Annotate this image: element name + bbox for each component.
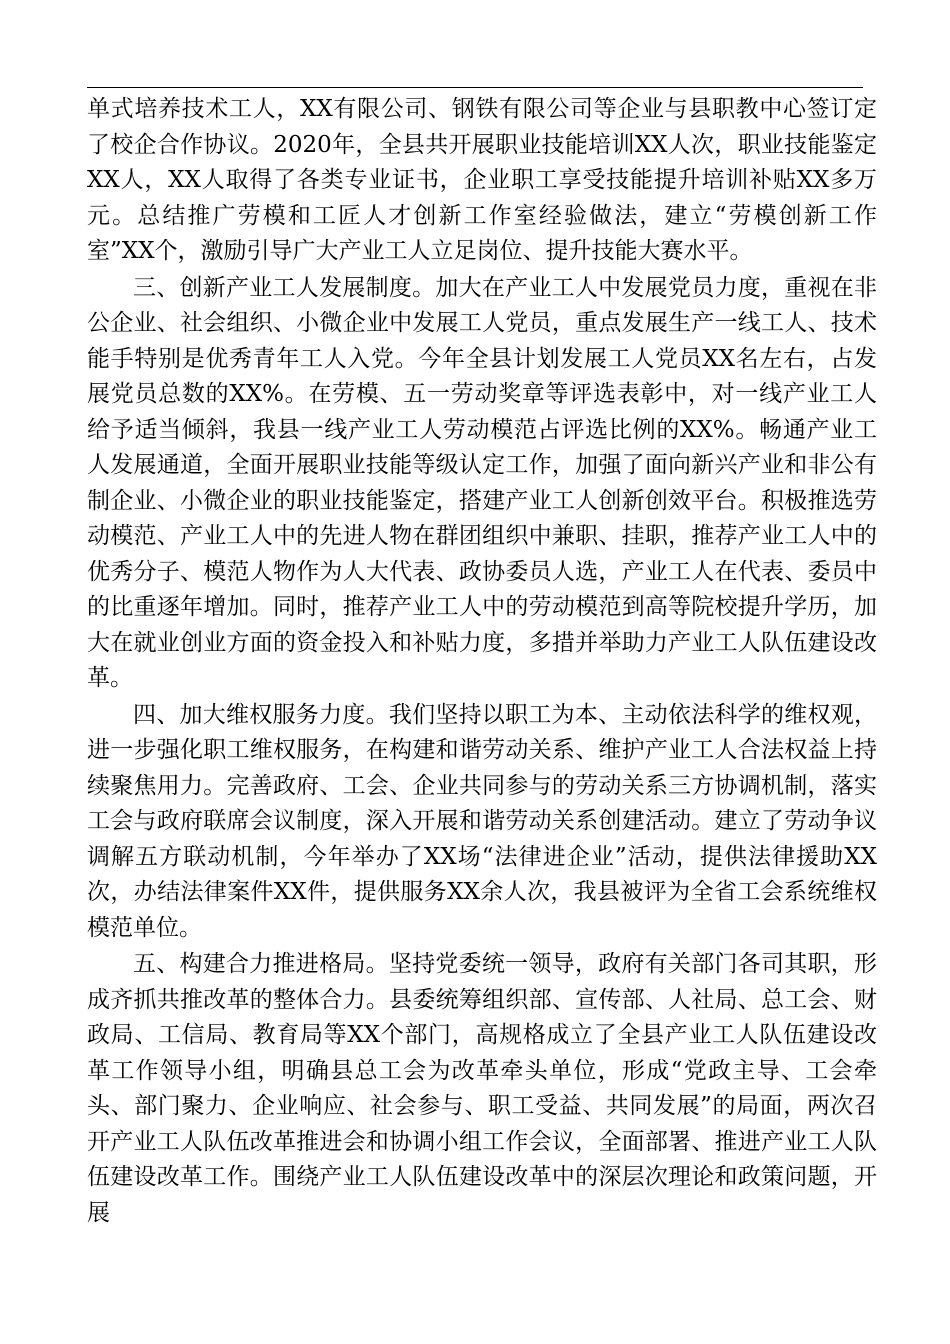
paragraph-section-three: 三、创新产业工人发展制度。加大在产业工人中发展党员力度，重视在非公企业、社会组织、小微企业中发展工人党员，重点发展生产一线工人、技术能手特别是优秀青年工人入党。今年全县计划发展工人党员XX名左右，占发展党员总数的XX%。在劳模、五一劳动奖章等评选表彰中，对一线产业工人给予适当倾斜，我县一线产业工人劳动模范占评选比例的XX%。畅通产业工人发展通道，全面开展职业技能等级认定工作，加强了面向新兴产业和非公有制企业、小微企业的职业技能鉴定，搭建产业工人创新创效平台。积极推选劳动模范、产业工人中的先进人物在群团组织中兼职、挂职，推荐产业工人中的优秀分子、模范人物作为人大代表、政协委员人选，产业工人在代表、委员中的比重逐年增加。同时，推荐产业工人中的劳动模范到高等院校提升学历，加大在就业创业方面的资金投入和补贴力度，多措并举助力产业工人队伍建设改革。 <box>87 274 877 691</box>
header-rule <box>87 87 863 88</box>
paragraph-continuation: 单式培养技术工人，XX有限公司、钢铁有限公司等企业与县职教中心签订定了校企合作协议。2020年，全县共开展职业技能培训XX人次，职业技能鉴定XX人，XX人取得了各类专业证书，企业职工享受技能提升培训补贴XX多万元。总结推广劳模和工匠人才创新工作室经验做法，建立“劳模创新工作室”XX个，激励引导广大产业工人立足岗位、提升技能大赛水平。 <box>87 96 877 264</box>
paragraph-section-four: 四、加大维权服务力度。我们坚持以职工为本、主动依法科学的维权观，进一步强化职工维权服务，在构建和谐劳动关系、维护产业工人合法权益上持续聚焦用力。完善政府、工会、企业共同参与的劳动关系三方协调机制，落实工会与政府联席会议制度，深入开展和谐劳动关系创建活动。建立了劳动争议调解五方联动机制，今年举办了XX场“法律进企业”活动，提供法律援助XX次，办结法律案件XX件，提供服务XX余人次，我县被评为全省工会系统维权模范单位。 <box>87 701 877 941</box>
paragraph-section-five: 五、构建合力推进格局。坚持党委统一领导，政府有关部门各司其职，形成齐抓共推改革的整体合力。县委统筹组织部、宣传部、人社局、总工会、财政局、工信局、教育局等XX个部门，高规格成立了全县产业工人队伍建设改革工作领导小组，明确县总工会为改革牵头单位，形成“党政主导、工会牵头、部门聚力、企业响应、社会参与、职工受益、共同发展”的局面，两次召开产业工人队伍改革推进会和协调小组工作会议，全面部署、推进产业工人队伍建设改革工作。围绕产业工人队伍建设改革中的深层次理论和政策问题，开展 <box>87 951 877 1226</box>
document-body <box>87 92 877 1231</box>
